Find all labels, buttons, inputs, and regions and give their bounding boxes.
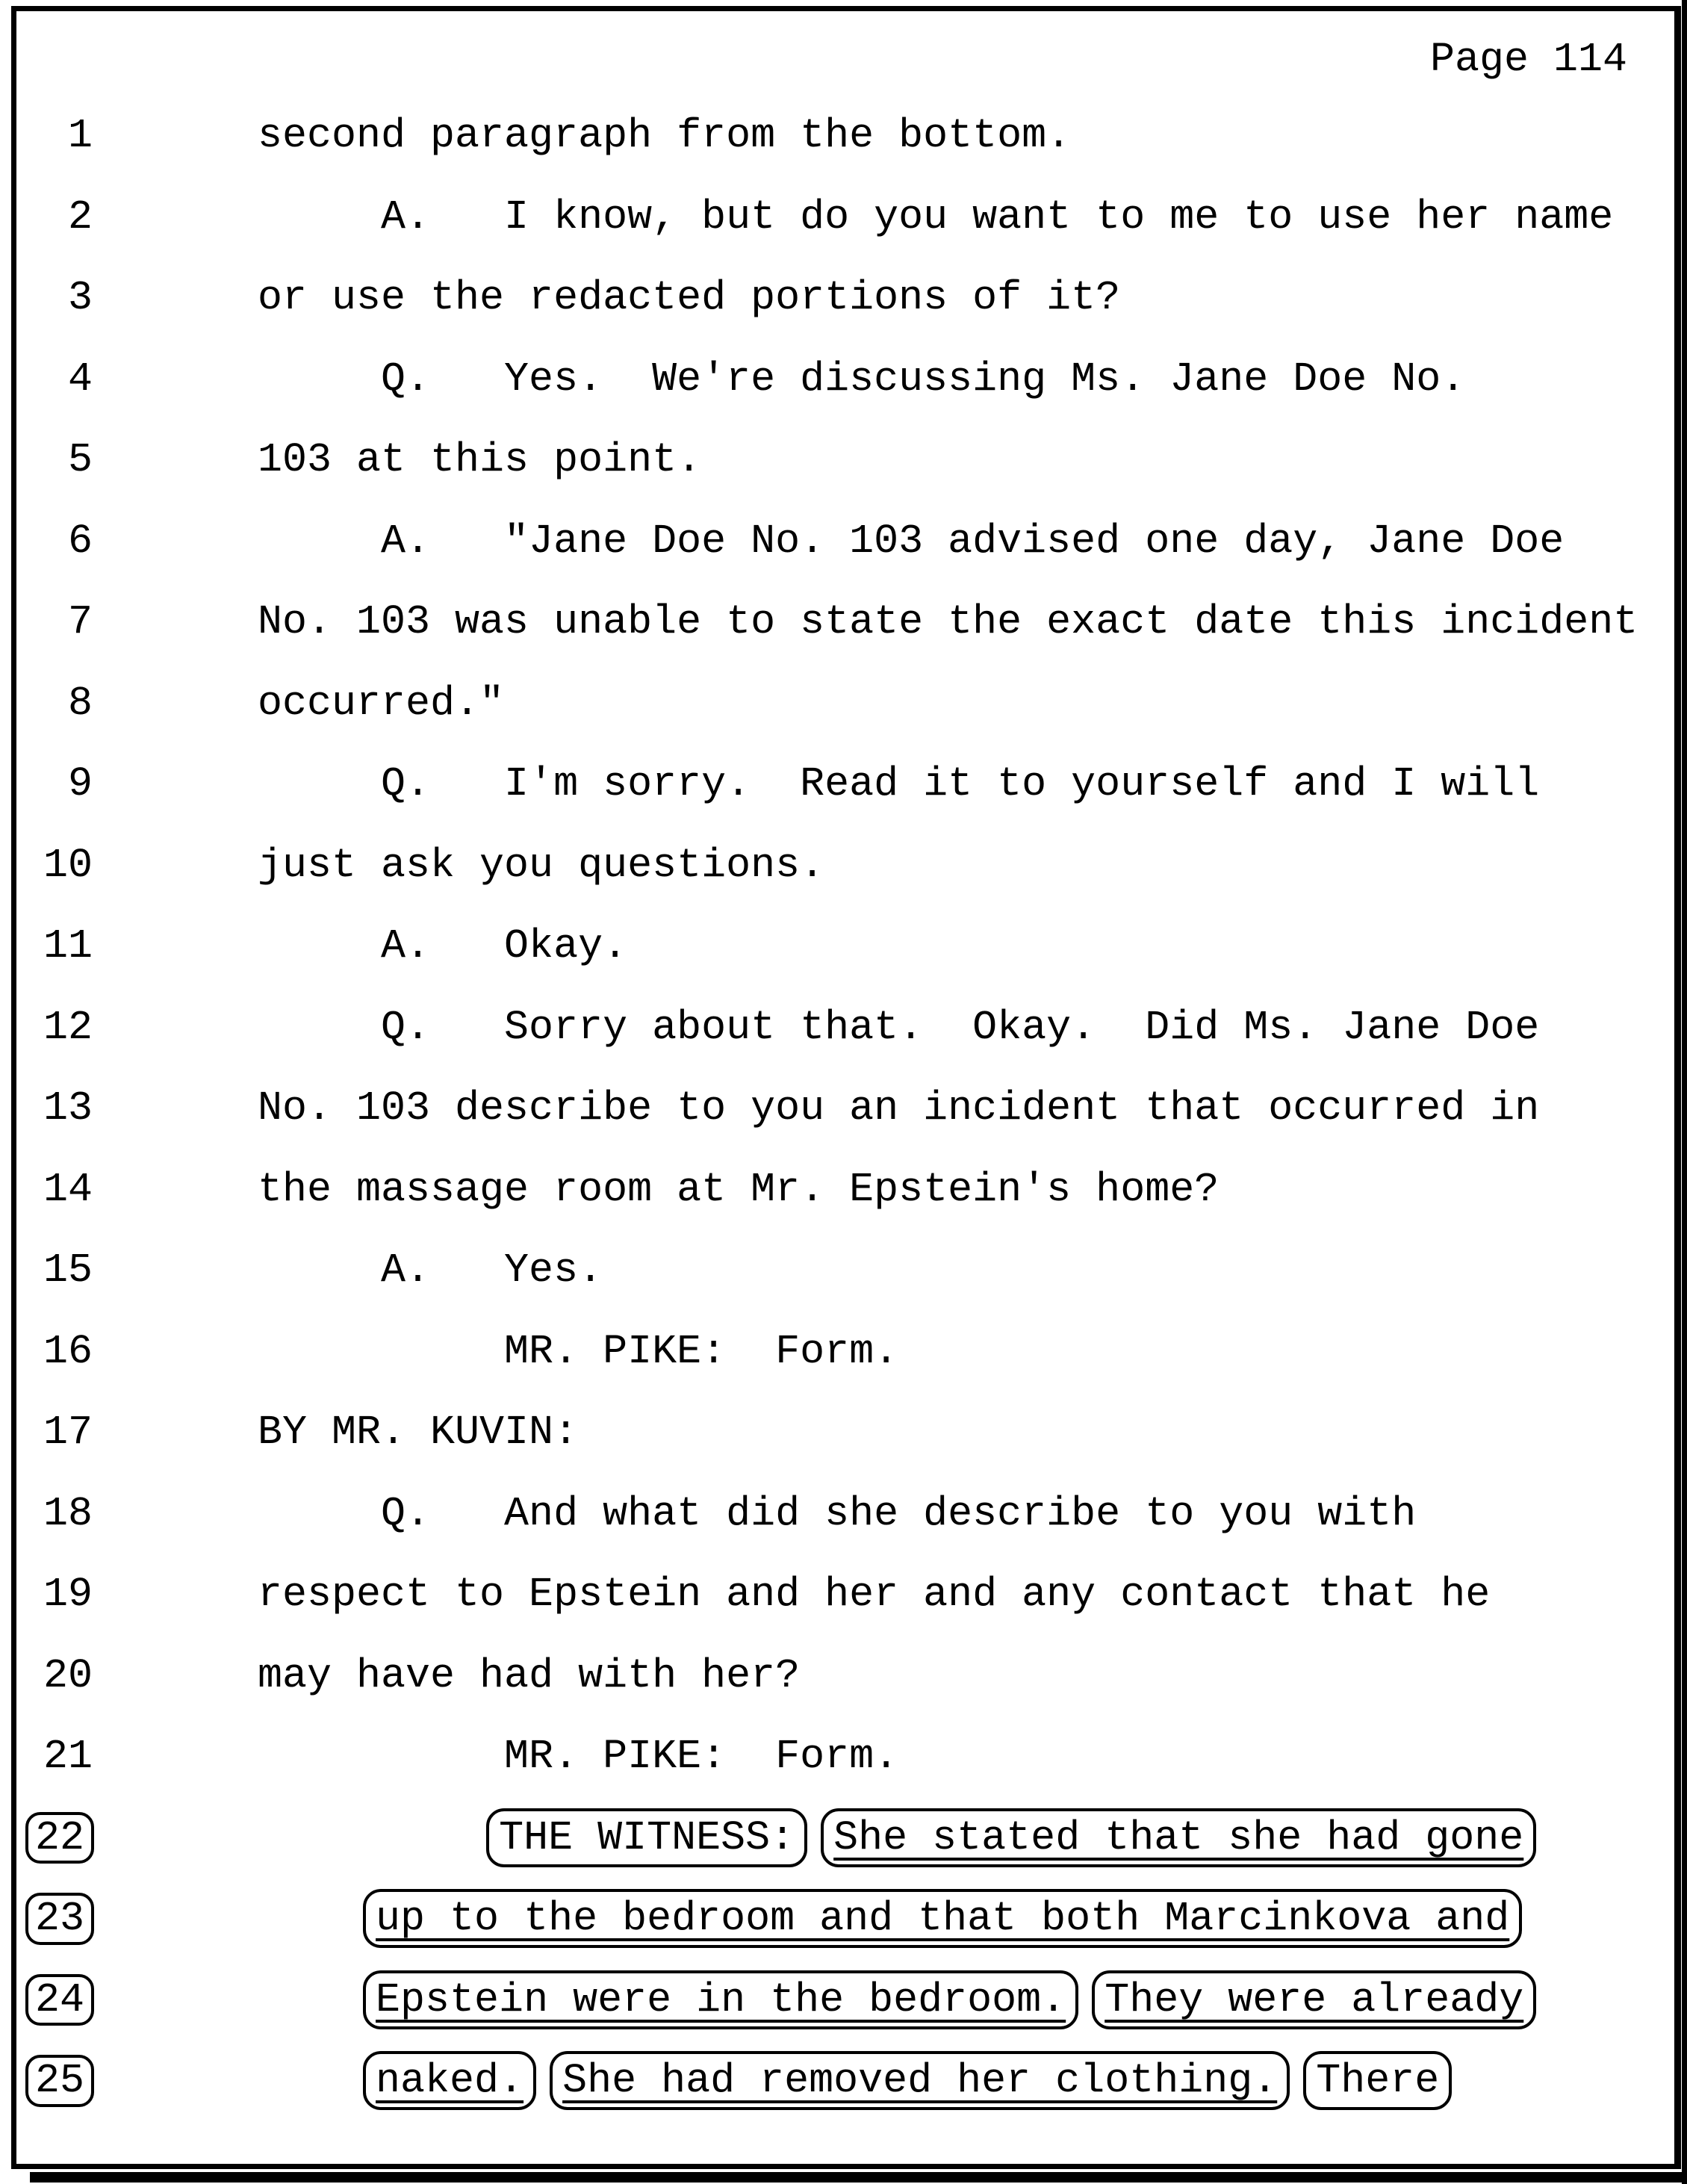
transcript-line bbox=[0, 744, 1687, 825]
line-text: just ask you questions. bbox=[258, 841, 825, 889]
line-number: 5 bbox=[67, 436, 93, 483]
line-text: MR. PIKE: Form. bbox=[258, 1327, 899, 1375]
line-number: 2 bbox=[67, 193, 93, 241]
line-number-box: 23 bbox=[25, 1893, 94, 1945]
transcript-line bbox=[0, 2041, 1687, 2122]
transcript-line bbox=[0, 420, 1687, 501]
transcript-line bbox=[0, 1879, 1687, 1960]
line-number-box: 22 bbox=[25, 1812, 94, 1864]
line-text bbox=[258, 1879, 1529, 1960]
line-number-cell bbox=[25, 1636, 93, 1717]
transcript-line bbox=[0, 1716, 1687, 1798]
line-number-cell bbox=[25, 582, 93, 663]
boxed-underlined-phrase: She had removed her clothing. bbox=[550, 2051, 1290, 2110]
line-text: No. 103 was unable to state the exact date this incident bbox=[258, 598, 1638, 645]
line-text: or use the redacted portions of it? bbox=[258, 274, 1121, 321]
line-number: 6 bbox=[67, 517, 93, 565]
transcript-line bbox=[0, 501, 1687, 583]
line-text: Q. Yes. We're discussing Ms. Jane Doe No. bbox=[258, 355, 1466, 403]
boxed-underlined-phrase: up to the bedroom and that both Marcinkova and bbox=[363, 1889, 1522, 1948]
line-text: A. I know, but do you want to me to use her name bbox=[258, 193, 1614, 241]
transcript-line bbox=[0, 339, 1687, 421]
line-number: 9 bbox=[67, 760, 93, 807]
line-number: 17 bbox=[43, 1409, 93, 1456]
line-text: occurred." bbox=[258, 679, 505, 727]
right-scan-edge bbox=[1682, 0, 1687, 2184]
transcript-line bbox=[0, 1474, 1687, 1555]
line-number-cell bbox=[25, 1230, 93, 1312]
transcript-line bbox=[0, 96, 1687, 177]
line-number: 4 bbox=[67, 355, 93, 403]
line-number: 13 bbox=[43, 1085, 93, 1132]
line-text: may have had with her? bbox=[258, 1651, 801, 1699]
line-text: Q. I'm sorry. Read it to yourself and I will bbox=[258, 760, 1540, 807]
transcript-line bbox=[0, 1150, 1687, 1231]
boxed-underlined-phrase: naked. bbox=[363, 2051, 536, 2110]
line-text: second paragraph from the bottom. bbox=[258, 112, 1072, 159]
transcript-body bbox=[0, 96, 1687, 2122]
transcript-line bbox=[0, 1068, 1687, 1150]
line-number-cell bbox=[25, 987, 93, 1069]
line-number: 20 bbox=[43, 1651, 93, 1699]
line-number-cell bbox=[25, 96, 93, 177]
line-number-cell bbox=[25, 1392, 93, 1474]
line-number-cell bbox=[25, 1068, 93, 1150]
transcript-line bbox=[0, 1636, 1687, 1717]
line-text bbox=[258, 1798, 1543, 1879]
line-number: 18 bbox=[43, 1489, 93, 1537]
line-number-cell bbox=[25, 825, 93, 907]
line-number-cell bbox=[25, 501, 93, 583]
line-number-cell bbox=[25, 744, 93, 825]
line-text: Q. Sorry about that. Okay. Did Ms. Jane Doe bbox=[258, 1003, 1540, 1051]
transcript-line bbox=[0, 906, 1687, 987]
line-text: BY MR. KUVIN: bbox=[258, 1409, 579, 1456]
line-number-cell bbox=[25, 1798, 93, 1879]
line-number-cell bbox=[25, 1879, 93, 1960]
line-number-cell bbox=[25, 1150, 93, 1231]
line-text bbox=[258, 2041, 1458, 2122]
line-number: 14 bbox=[43, 1165, 93, 1213]
line-number: 21 bbox=[43, 1733, 93, 1780]
line-number-cell bbox=[25, 1474, 93, 1555]
page-number: Page 114 bbox=[1429, 36, 1627, 83]
transcript-line bbox=[0, 663, 1687, 745]
line-number: 8 bbox=[67, 679, 93, 727]
line-number-cell bbox=[25, 1312, 93, 1393]
transcript-line bbox=[0, 1960, 1687, 2041]
line-number-box: 24 bbox=[25, 1974, 94, 2026]
transcript-line bbox=[0, 258, 1687, 339]
transcript-line bbox=[0, 825, 1687, 907]
boxed-underlined-phrase: She stated that she had gone bbox=[821, 1808, 1536, 1867]
boxed-phrase: There bbox=[1303, 2051, 1452, 2110]
line-number-cell bbox=[25, 663, 93, 745]
line-number-cell bbox=[25, 258, 93, 339]
transcript-line bbox=[0, 987, 1687, 1069]
line-number-box: 25 bbox=[25, 2055, 94, 2107]
line-number-cell bbox=[25, 1716, 93, 1798]
transcript-line bbox=[0, 1230, 1687, 1312]
line-text: A. Okay. bbox=[258, 922, 628, 970]
line-text: A. "Jane Doe No. 103 advised one day, Jane Doe bbox=[258, 517, 1565, 565]
line-number-cell bbox=[25, 420, 93, 501]
boxed-underlined-phrase: Epstein were in the bedroom. bbox=[363, 1970, 1078, 2029]
line-text: Q. And what did she describe to you with bbox=[258, 1489, 1417, 1537]
transcript-line bbox=[0, 1554, 1687, 1636]
transcript-line bbox=[0, 1798, 1687, 1879]
line-number-cell bbox=[25, 339, 93, 421]
line-number: 11 bbox=[43, 922, 93, 970]
transcript-line bbox=[0, 582, 1687, 663]
line-text: 103 at this point. bbox=[258, 436, 702, 483]
line-text: A. Yes. bbox=[258, 1247, 603, 1294]
line-number-cell bbox=[25, 2041, 93, 2122]
line-number: 12 bbox=[43, 1003, 93, 1051]
line-number: 15 bbox=[43, 1247, 93, 1294]
line-number-cell bbox=[25, 906, 93, 987]
line-number: 16 bbox=[43, 1327, 93, 1375]
line-number: 7 bbox=[67, 598, 93, 645]
transcript-line bbox=[0, 1392, 1687, 1474]
line-text: No. 103 describe to you an incident that occurred in bbox=[258, 1085, 1540, 1132]
line-number: 19 bbox=[43, 1571, 93, 1618]
boxed-underlined-phrase: They were already bbox=[1092, 1970, 1536, 2029]
line-number: 10 bbox=[43, 841, 93, 889]
transcript-line bbox=[0, 1312, 1687, 1393]
line-number: 1 bbox=[67, 112, 93, 159]
line-number: 3 bbox=[67, 274, 93, 321]
boxed-phrase: THE WITNESS: bbox=[486, 1808, 807, 1867]
transcript-line bbox=[0, 177, 1687, 258]
line-text bbox=[258, 1960, 1543, 2041]
line-number-cell bbox=[25, 177, 93, 258]
line-text: respect to Epstein and her and any contact that he bbox=[258, 1571, 1491, 1618]
line-number-cell bbox=[25, 1960, 93, 2041]
line-text: MR. PIKE: Form. bbox=[258, 1733, 899, 1780]
line-number-cell bbox=[25, 1554, 93, 1636]
bottom-scan-bar bbox=[30, 2172, 1687, 2183]
line-text: the massage room at Mr. Epstein's home? bbox=[258, 1165, 1220, 1213]
